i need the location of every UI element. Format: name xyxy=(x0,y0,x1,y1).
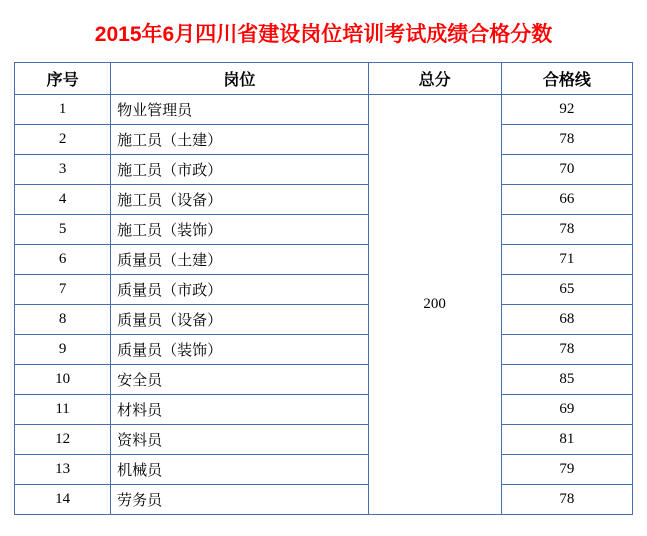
cell-pass-line: 78 xyxy=(501,125,632,155)
cell-pass-line: 78 xyxy=(501,335,632,365)
cell-no: 11 xyxy=(15,395,111,425)
cell-pass-line: 78 xyxy=(501,215,632,245)
cell-pass-line: 70 xyxy=(501,155,632,185)
column-header-total: 总分 xyxy=(368,63,501,95)
cell-post: 资料员 xyxy=(111,425,368,455)
cell-pass-line: 85 xyxy=(501,365,632,395)
cell-no: 3 xyxy=(15,155,111,185)
column-header-pass: 合格线 xyxy=(501,63,632,95)
cell-post: 物业管理员 xyxy=(111,95,368,125)
cell-post: 质量员（装饰） xyxy=(111,335,368,365)
cell-pass-line: 81 xyxy=(501,425,632,455)
table-row xyxy=(15,95,633,125)
table-body xyxy=(15,95,633,515)
table-header-row xyxy=(15,63,633,95)
cell-no: 10 xyxy=(15,365,111,395)
page-title: 2015年6月四川省建设岗位培训考试成绩合格分数 xyxy=(94,23,553,46)
cell-no: 9 xyxy=(15,335,111,365)
cell-no: 14 xyxy=(15,485,111,515)
cell-no: 12 xyxy=(15,425,111,455)
cell-post: 质量员（市政） xyxy=(111,275,368,305)
cell-post: 施工员（装饰） xyxy=(111,215,368,245)
table-row xyxy=(15,485,633,515)
cell-no: 6 xyxy=(15,245,111,275)
table-row xyxy=(15,215,633,245)
table-row xyxy=(15,245,633,275)
cell-no: 2 xyxy=(15,125,111,155)
table-row xyxy=(15,155,633,185)
cell-pass-line: 68 xyxy=(501,305,632,335)
cell-no: 5 xyxy=(15,215,111,245)
table-row xyxy=(15,455,633,485)
cell-post: 施工员（市政） xyxy=(111,155,368,185)
table-row xyxy=(15,185,633,215)
grades-table xyxy=(14,62,633,515)
column-header-no: 序号 xyxy=(15,63,111,95)
table-container xyxy=(0,62,647,515)
cell-post: 安全员 xyxy=(111,365,368,395)
cell-no: 4 xyxy=(15,185,111,215)
cell-post: 施工员（土建） xyxy=(111,125,368,155)
cell-pass-line: 69 xyxy=(501,395,632,425)
table-header xyxy=(15,63,633,95)
cell-no: 8 xyxy=(15,305,111,335)
cell-pass-line: 66 xyxy=(501,185,632,215)
table-row xyxy=(15,275,633,305)
column-header-post: 岗位 xyxy=(111,63,368,95)
cell-pass-line: 65 xyxy=(501,275,632,305)
table-row xyxy=(15,395,633,425)
cell-post: 机械员 xyxy=(111,455,368,485)
cell-pass-line: 79 xyxy=(501,455,632,485)
cell-pass-line: 71 xyxy=(501,245,632,275)
cell-post: 施工员（设备） xyxy=(111,185,368,215)
table-row xyxy=(15,335,633,365)
cell-no: 7 xyxy=(15,275,111,305)
cell-post: 材料员 xyxy=(111,395,368,425)
table-row xyxy=(15,425,633,455)
cell-post: 质量员（设备） xyxy=(111,305,368,335)
cell-pass-line: 78 xyxy=(501,485,632,515)
table-row xyxy=(15,125,633,155)
cell-no: 1 xyxy=(15,95,111,125)
table-row xyxy=(15,365,633,395)
cell-total-score: 200 xyxy=(368,95,501,515)
table-row xyxy=(15,305,633,335)
cell-post: 质量员（土建） xyxy=(111,245,368,275)
cell-pass-line: 92 xyxy=(501,95,632,125)
cell-post: 劳务员 xyxy=(111,485,368,515)
cell-no: 13 xyxy=(15,455,111,485)
